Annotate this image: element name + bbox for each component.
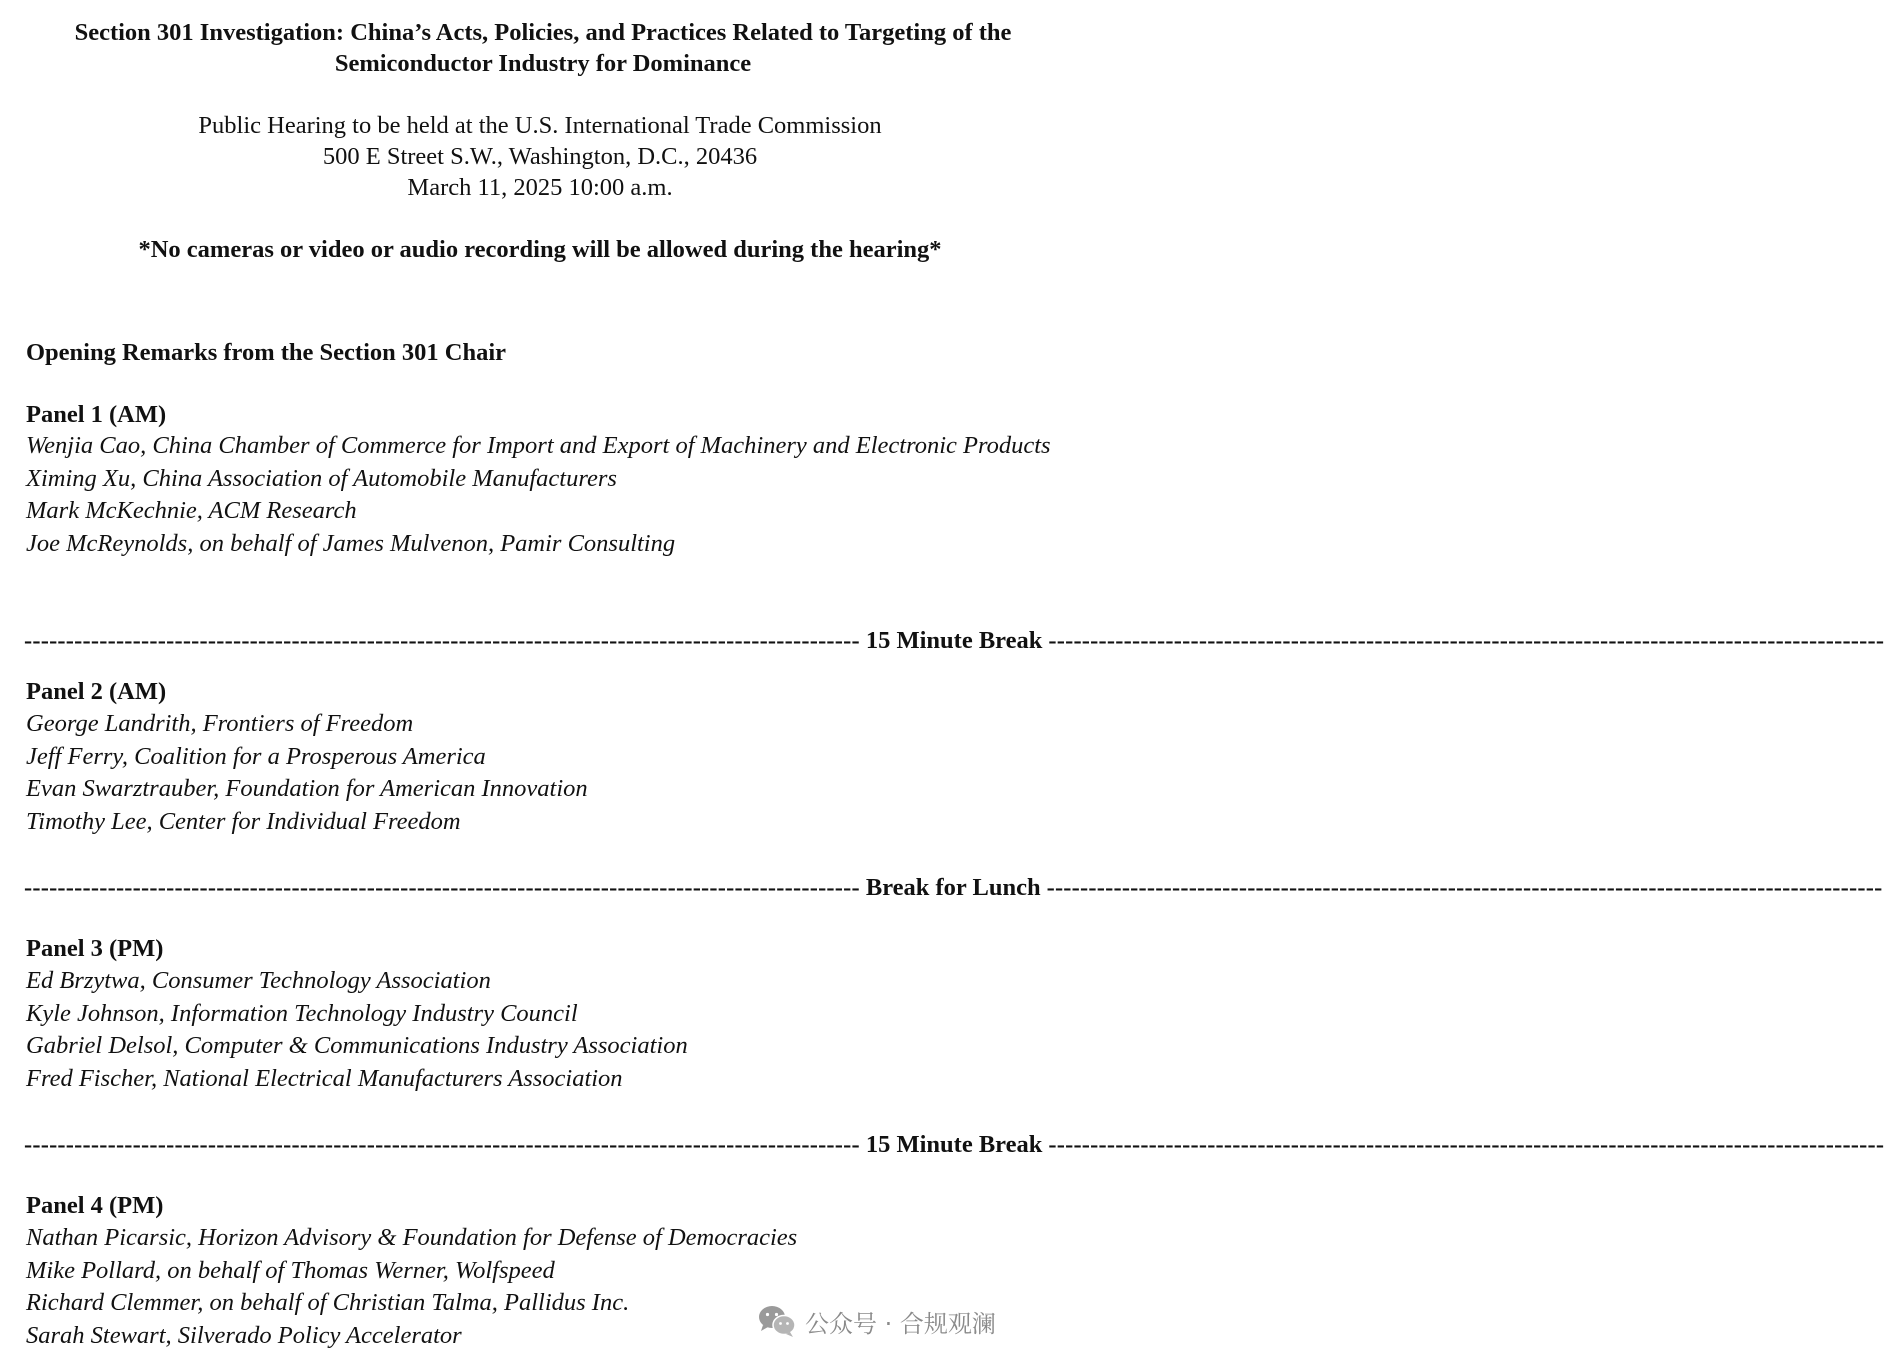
panel-1-speakers — [26, 430, 1060, 560]
speaker: Joe McReynolds, on behalf of James Mulvenon, Pamir Consulting — [26, 529, 676, 557]
speaker: Timothy Lee, Center for Individual Freedom — [26, 807, 461, 835]
speaker: George Landrith, Frontiers of Freedom — [26, 710, 414, 737]
panel-1-heading: Panel 1 (AM) — [26, 401, 167, 428]
divider-dashes-right: ---------------------------------------------------------------------------------------------------- — [1046, 874, 1883, 901]
break-divider-3 — [24, 1129, 1884, 1160]
panel-4-heading: Panel 4 (PM) — [26, 1192, 164, 1219]
divider-dashes-left: ---------------------------------------------------------------------------------------------------- — [24, 627, 860, 654]
break-label: Break for Lunch — [865, 874, 1041, 901]
title-line-1: Section 301 Investigation: China’s Acts, Policies, and Practices Related to Targeting of the — [74, 19, 1012, 46]
speaker: Ed Brzytwa, Consumer Technology Association — [26, 967, 491, 994]
break-divider-2 — [24, 872, 1883, 903]
break-label: 15 Minute Break — [865, 627, 1043, 654]
wechat-icon — [757, 1303, 797, 1339]
divider-dashes-left: ---------------------------------------------------------------------------------------------------- — [24, 874, 860, 901]
divider-dashes-left: ---------------------------------------------------------------------------------------------------- — [24, 1131, 860, 1158]
speaker: Fred Fischer, National Electrical Manufacturers Association — [26, 1064, 623, 1092]
venue-block — [0, 110, 1080, 203]
speaker: Richard Clemmer, on behalf of Christian Talma, Pallidus Inc. — [26, 1289, 630, 1316]
divider-dashes-right: ---------------------------------------------------------------------------------------------------- — [1048, 1131, 1884, 1158]
speaker: Nathan Picarsic, Horizon Advisory & Foundation for Defense of Democracies — [26, 1224, 798, 1251]
panel-3-speakers — [26, 965, 1060, 1095]
speaker: Gabriel Delsol, Computer & Communications Industry Association — [26, 1032, 688, 1059]
panel-3-heading: Panel 3 (PM) — [26, 935, 164, 962]
break-divider-1 — [24, 625, 1884, 656]
speaker: Kyle Johnson, Information Technology Industry Council — [26, 999, 578, 1027]
speaker: Ximing Xu, China Association of Automobile Manufacturers — [26, 464, 617, 492]
title-line-2: Semiconductor Industry for Dominance — [334, 50, 752, 77]
panel-2-speakers — [26, 708, 1060, 838]
speaker: Jeff Ferry, Coalition for a Prosperous America — [26, 742, 486, 770]
watermark — [757, 1303, 996, 1339]
venue-line-3: March 11, 2025 10:00 a.m. — [407, 174, 673, 201]
panel-2-heading: Panel 2 (AM) — [26, 678, 167, 705]
recording-notice: *No cameras or video or audio recording will be allowed during the hearing* — [138, 236, 942, 263]
break-label: 15 Minute Break — [865, 1131, 1043, 1158]
speaker: Sarah Stewart, Silverado Policy Accelerator — [26, 1321, 462, 1349]
speaker: Wenjia Cao, China Chamber of Commerce for Import and Export of Machinery and Electronic Products — [26, 432, 1051, 459]
venue-line-1: Public Hearing to be held at the U.S. International Trade Commission — [198, 112, 882, 139]
opening-remarks-heading: Opening Remarks from the Section 301 Chair — [26, 339, 506, 366]
venue-line-2: 500 E Street S.W., Washington, D.C., 20436 — [322, 143, 758, 170]
watermark-text: 公众号 · 合规观澜 — [805, 1309, 996, 1338]
divider-dashes-right: ---------------------------------------------------------------------------------------------------- — [1048, 627, 1884, 654]
document-title — [20, 17, 1066, 79]
speaker: Mike Pollard, on behalf of Thomas Werner, Wolfspeed — [26, 1256, 555, 1284]
speaker: Mark McKechnie, ACM Research — [26, 497, 357, 524]
speaker: Evan Swarztrauber, Foundation for American Innovation — [26, 775, 588, 802]
